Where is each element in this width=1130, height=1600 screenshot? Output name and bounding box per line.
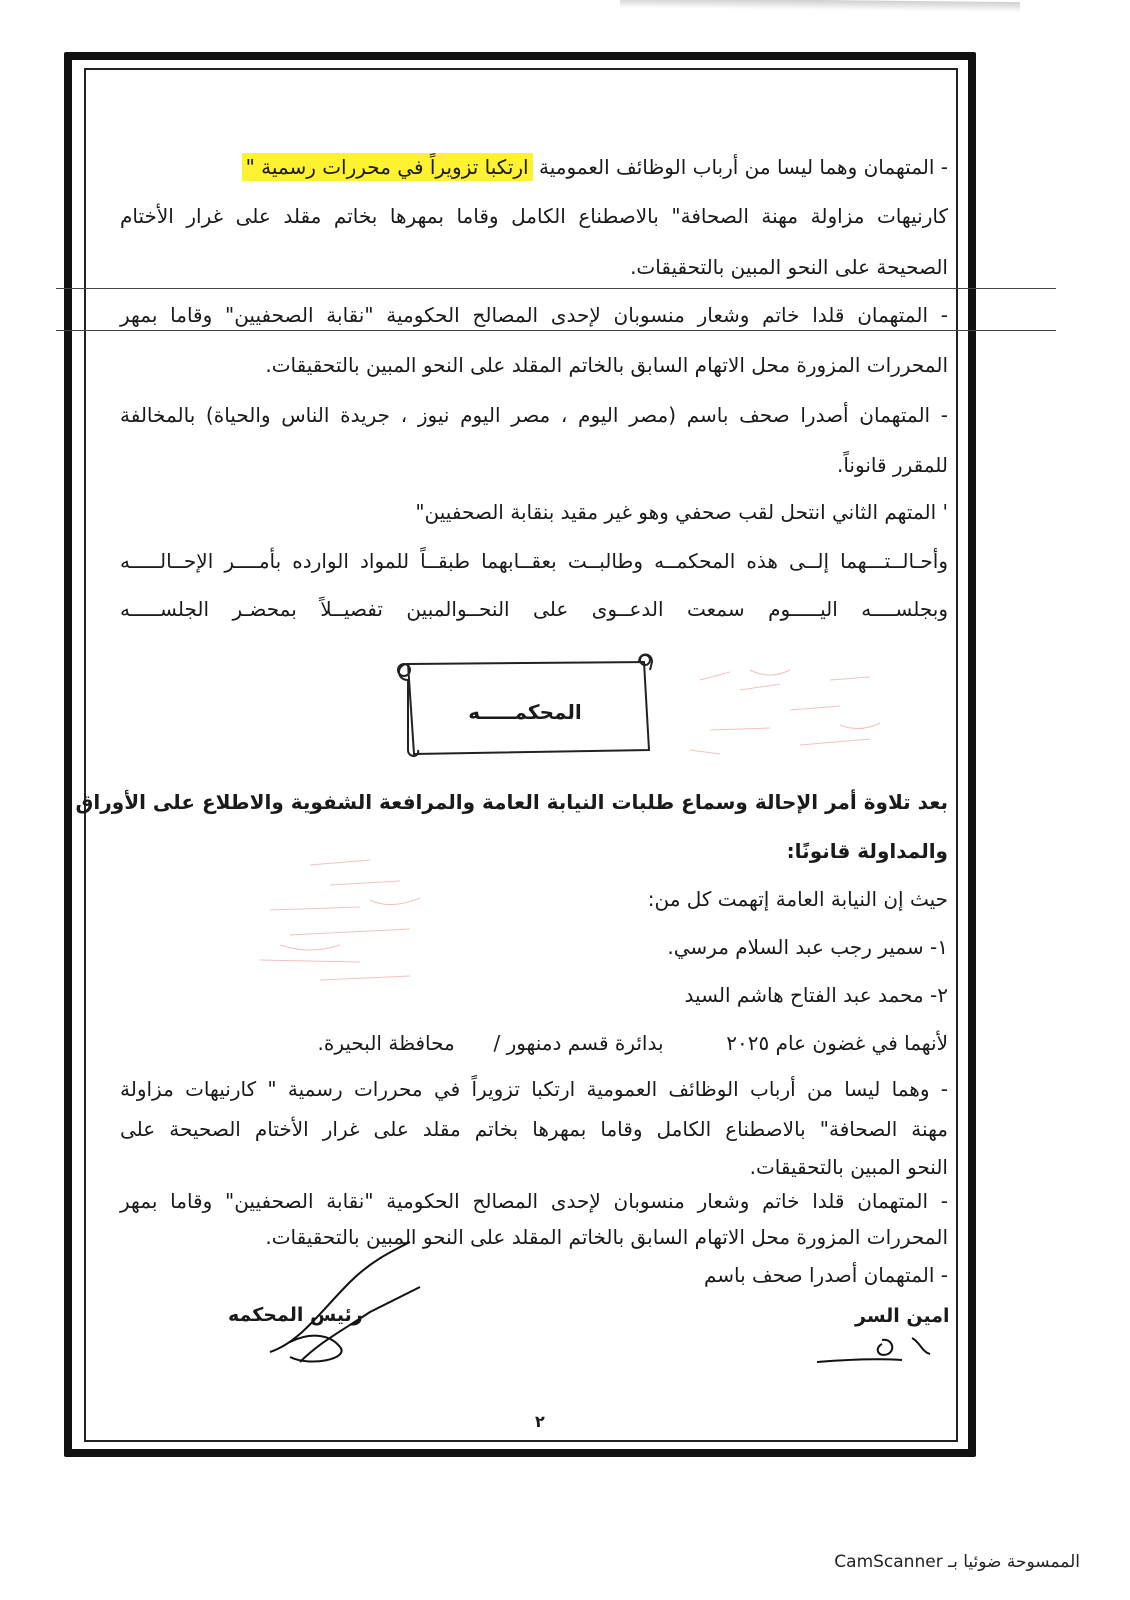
scan-edge-shadow xyxy=(620,0,1020,12)
time-place-district: بدائرة قسم دمنهور / xyxy=(493,1031,664,1055)
referral-line: وأحـالــتـــهما إلــى هذه المحكمــه وطالبــت بعقــابهما طبقــاً للمواد الوارده بأمــــر الإحــالـــــه xyxy=(120,549,948,573)
time-place-governorate: محافظة البحيرة. xyxy=(317,1031,455,1055)
scanner-watermark: الممسوحة ضوئيا بـ CamScanner xyxy=(834,1552,1080,1572)
secretary-label: امين السر xyxy=(855,1305,950,1327)
charge-line-1 xyxy=(242,152,948,182)
verdict-deliberation-line: والمداولة قانونًا: xyxy=(786,839,948,863)
charge-repeat-2: مهنة الصحافة" بالاصطناع الكامل وقاما بمهرها بخاتم مقلد على غرار الأختام الصحيحة على xyxy=(120,1117,948,1141)
charge-line-3: الصحيحة على النحو المبين بالتحقيقات. xyxy=(630,255,948,279)
session-line: وبجلســــه اليـــــوم سمعت الدعــوى على النحــوالمبين تفصيــلاً بمحضـر الجلســـــه xyxy=(120,597,948,621)
president-label: رئيس المحكمه xyxy=(228,1304,363,1326)
charge-line-4: - المتهمان قلدا خاتم وشعار منسوبان لإحدى المصالح الحكومية "نقابة الصحفيين" وقاما بمهر xyxy=(120,303,948,327)
president-signature-icon xyxy=(260,1232,430,1372)
defendant-2: ٢- محمد عبد الفتاح هاشم السيد xyxy=(684,983,948,1007)
charge-repeat-6: - المتهمان أصدرا صحف باسم xyxy=(703,1263,948,1287)
highlighted-phrase: ارتكبا تزويراً في محررات رسمية " xyxy=(242,153,533,181)
fold-line-bottom xyxy=(56,330,1056,331)
defendant-1: ١- سمير رجب عبد السلام مرسي. xyxy=(667,935,948,959)
charge-repeat-3: النحو المبين بالتحقيقات. xyxy=(749,1155,948,1179)
court-heading-scroll xyxy=(394,650,656,762)
charge-repeat-5: المحررات المزورة محل الاتهام السابق بالخاتم المقلد على النحو المبين بالتحقيقات. xyxy=(265,1225,948,1249)
time-place-line xyxy=(317,1028,948,1058)
charge-line-1-text: - المتهمان وهما ليسا من أرباب الوظائف العمومية xyxy=(538,155,948,179)
verdict-intro-line: بعد تلاوة أمر الإحالة وسماع طلبات النيابة العامة والمرافعة الشفوية والاطلاع على الأوراق xyxy=(75,790,948,814)
red-stamp-mark-1 xyxy=(680,650,920,770)
time-place-year: لأنهما في غضون عام ٢٠٢٥ xyxy=(726,1031,948,1055)
accusation-intro-line: حيث إن النيابة العامة إتهمت كل من: xyxy=(647,887,948,911)
charge-line-7: للمقرر قانوناً. xyxy=(836,453,948,477)
page-number: ٢ xyxy=(535,1412,545,1431)
secretary-signature-icon xyxy=(812,1330,942,1370)
charge-line-6: - المتهمان أصدرا صحف باسم (مصر اليوم ، مصر اليوم نيوز ، جريدة الناس والحياة) بالمخالفة xyxy=(120,403,948,427)
charge-repeat-4: - المتهمان قلدا خاتم وشعار منسوبان لإحدى المصالح الحكومية "نقابة الصحفيين" وقاما بمهر xyxy=(120,1189,948,1213)
charge-line-2: كارنيهات مزاولة مهنة الصحافة" بالاصطناع الكامل وقاما بمهرها بخاتم مقلد على غرار الأختام xyxy=(120,204,948,228)
red-stamp-mark-2 xyxy=(250,850,480,1000)
section-title: المحكمـــــه xyxy=(468,700,582,724)
fold-line-top xyxy=(56,288,1056,289)
charge-repeat-1: - وهما ليسا من أرباب الوظائف العمومية ارتكبا تزويراً في محررات رسمية " كارنيهات مزاولة xyxy=(120,1077,948,1101)
charge-line-5: المحررات المزورة محل الاتهام السابق بالخاتم المقلد على النحو المبين بالتحقيقات. xyxy=(265,353,948,377)
charge-line-8: ' المتهم الثاني انتحل لقب صحفي وهو غير مقيد بنقابة الصحفيين" xyxy=(415,500,948,524)
